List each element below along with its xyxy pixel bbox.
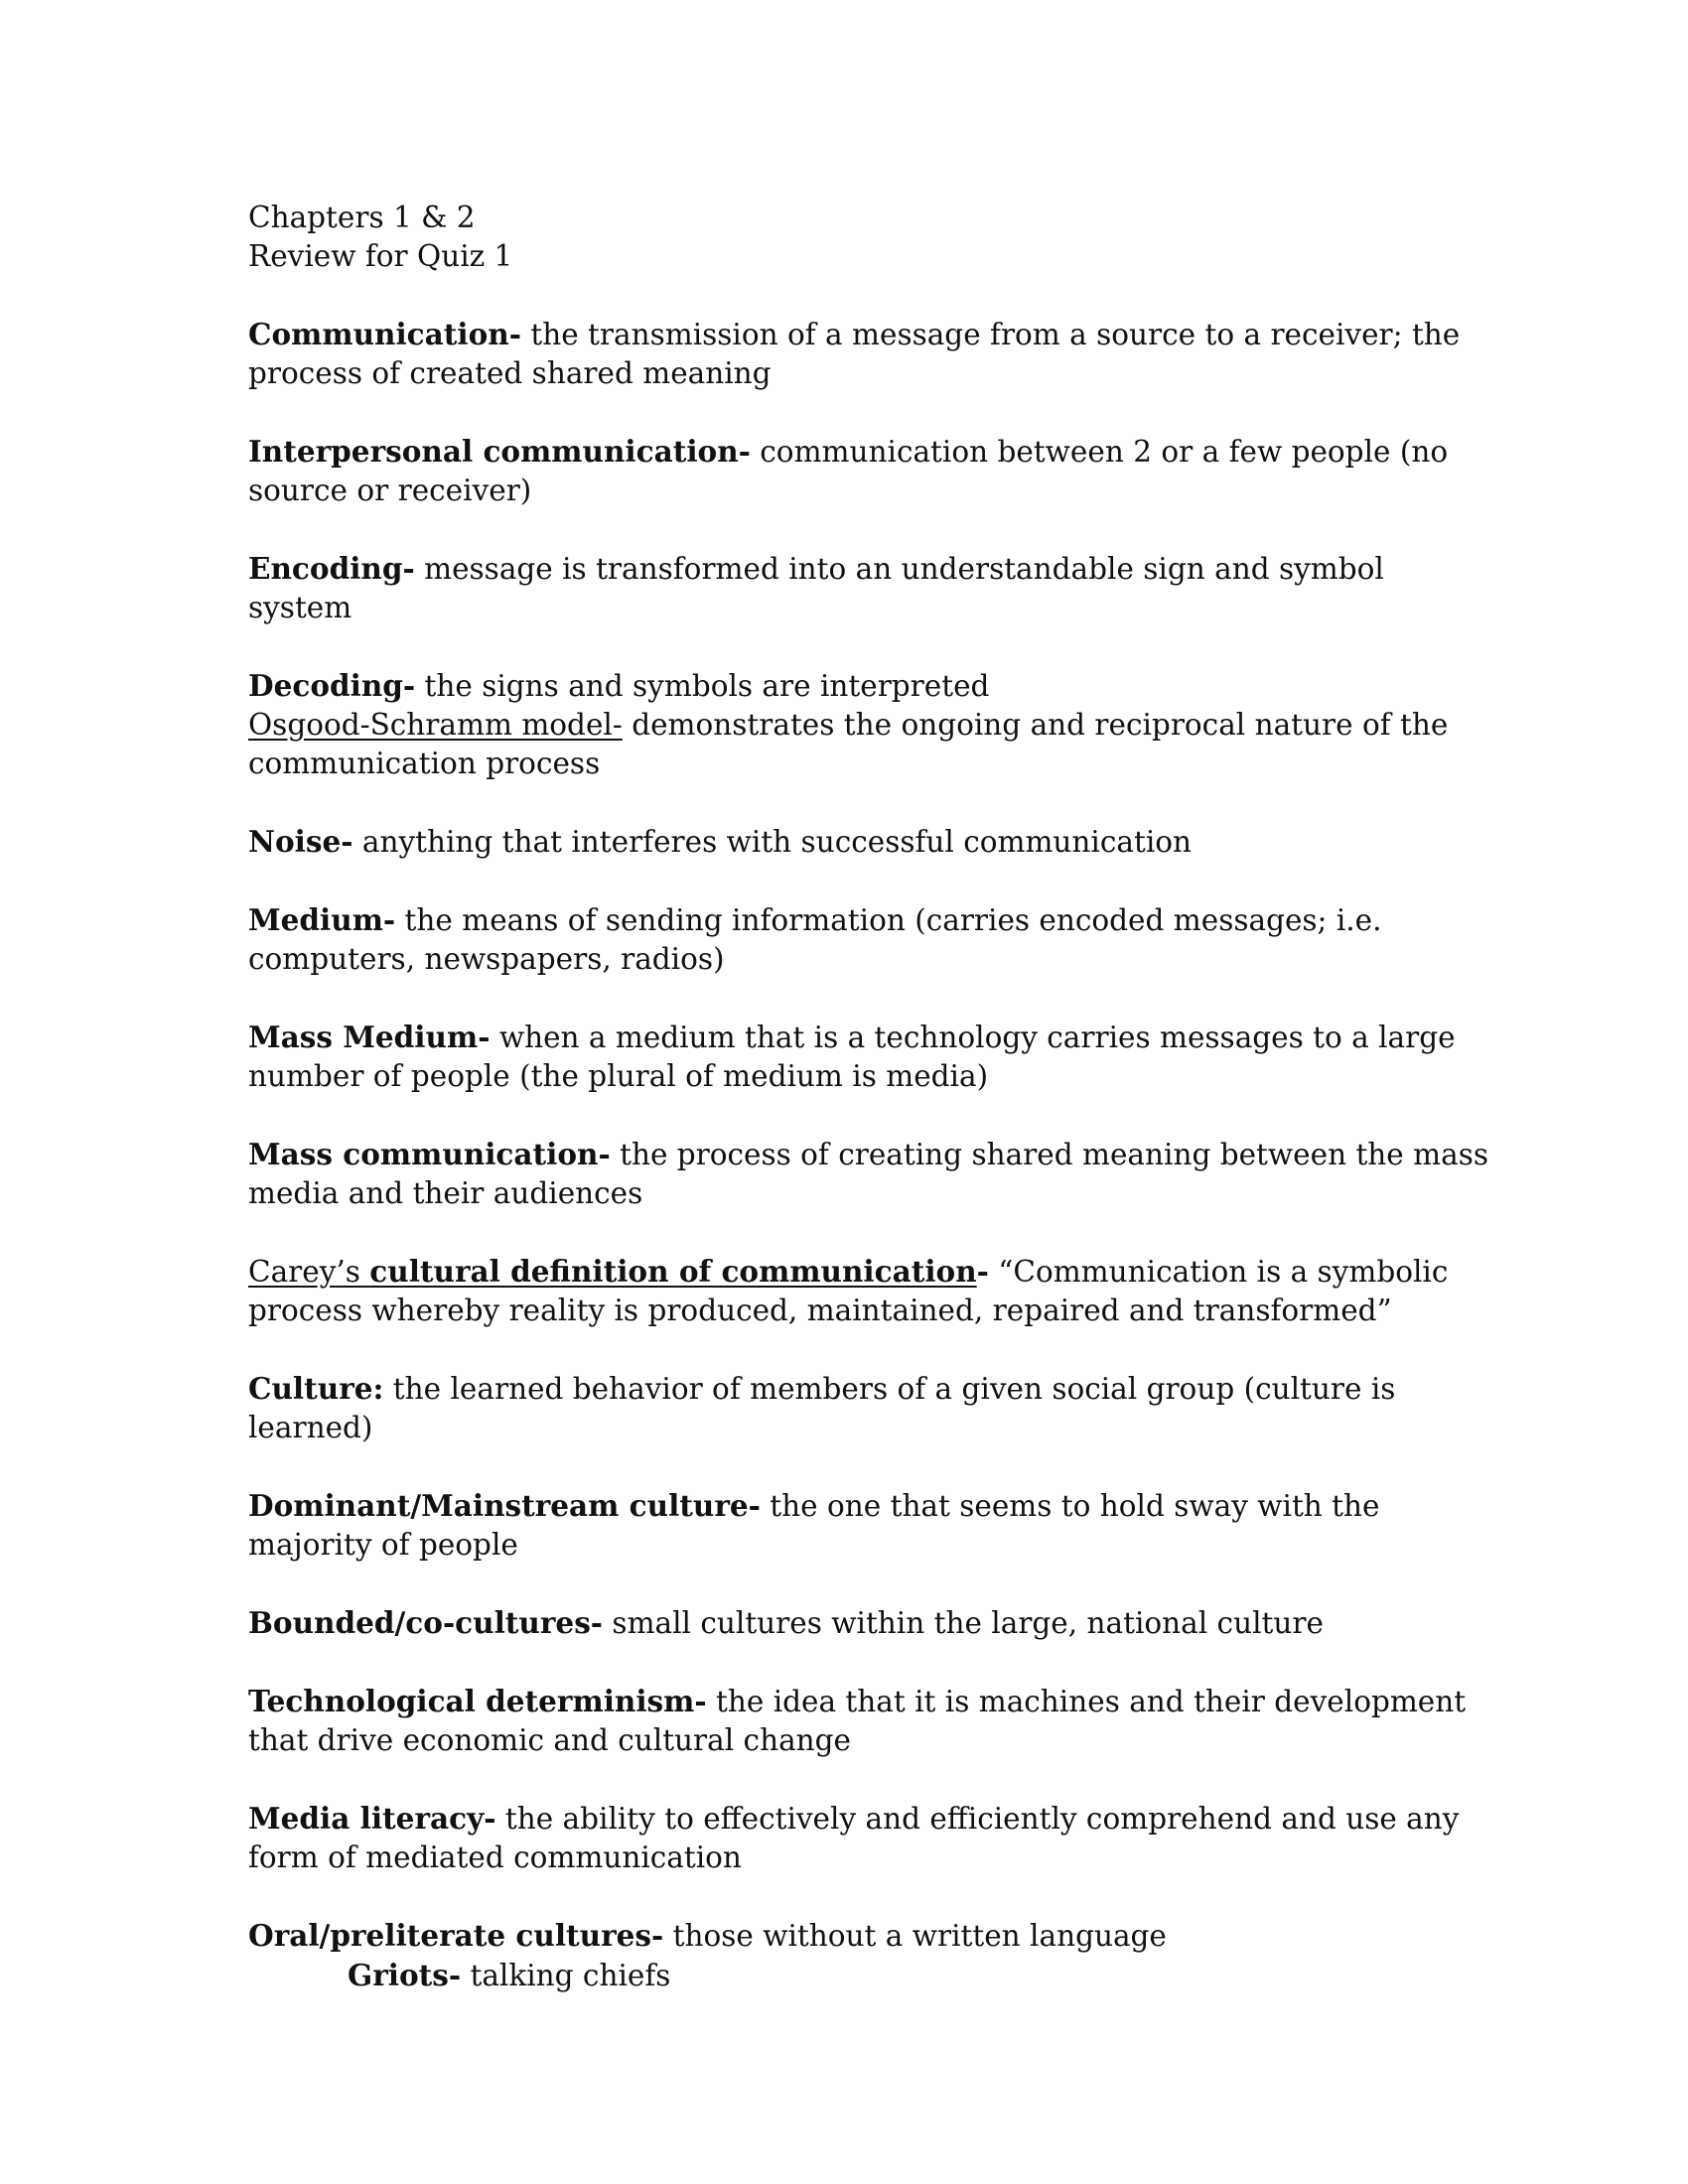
document-page [248,199,1489,1995]
glossary-definition: the ability to effectively and efficiently comprehend and use any form of mediated communication [248,1802,1460,1874]
glossary-entry-interpersonal-communication [248,432,1489,510]
glossary-entry-communication [248,315,1489,393]
glossary-entry-media-literacy [248,1799,1489,1877]
glossary-term: Decoding [248,668,403,703]
glossary-term: Technological determinism [248,1684,695,1718]
glossary-term: Griots [348,1958,449,1992]
glossary-entry-osgood-schramm-model [248,706,1489,783]
glossary-definition: those without a written language [663,1919,1167,1953]
glossary-term: Medium [248,902,383,937]
glossary-term: Osgood-Schramm model- [248,708,623,742]
term-prefix: Carey’s [248,1255,370,1289]
glossary-term: Mass communication [248,1137,599,1171]
glossary-entry-medium [248,900,1489,979]
glossary-term: Encoding [248,551,403,586]
glossary-term: cultural definition of communication [369,1254,977,1289]
term-separator: - [738,434,751,469]
term-separator: - [382,902,396,937]
glossary-definition: communication between 2 or a few people (no source or receiver) [248,435,1449,507]
glossary-definition: message is transformed into an understandable sign and symbol system [248,552,1384,624]
glossary-definition: demonstrates the ongoing and reciprocal nature of the communication process [248,708,1449,780]
glossary-definition: the process of creating shared meaning between the mass media and their audiences [248,1138,1488,1210]
glossary-term: Dominant/Mainstream culture [248,1488,749,1523]
review-heading: Review for Quiz 1 [248,239,513,273]
term-separator: - [651,1918,664,1953]
term-separator: - [341,824,353,859]
term-separator: - [508,317,521,351]
glossary-term: Oral/preliterate cultures [248,1918,652,1953]
term-separator: - [590,1605,604,1640]
term-separator: - [748,1488,761,1523]
glossary-definition: when a medium that is a technology carries messages to a large number of people (the plural of medium is media) [248,1021,1456,1093]
term-separator: - [976,1254,989,1289]
glossary-entry-decoding [248,666,1489,706]
glossary-definition: “Communication is a symbolic process whereby reality is produced, maintained, repaired and transformed” [248,1255,1449,1327]
glossary-entry-mass-communication [248,1135,1489,1213]
glossary-entry-culture [248,1369,1489,1447]
glossary-term: Noise [248,824,342,859]
glossary-definition: the learned behavior of members of a given social group (culture is learned) [248,1372,1396,1444]
glossary-definition: talking chiefs [461,1959,671,1992]
glossary-term: Bounded/co-cultures [248,1605,591,1640]
glossary-term: Media literacy [248,1801,485,1836]
term-separator: - [402,551,415,586]
glossary-definition: the signs and symbols are interpreted [415,669,990,703]
document-header [248,199,1489,276]
term-separator: - [694,1684,707,1718]
glossary-entry-technological-determinism [248,1682,1489,1760]
glossary-subentry-griots [248,1956,1489,1995]
glossary-entry-dominant-culture [248,1486,1489,1565]
term-separator: - [598,1137,611,1171]
glossary-term: Communication [248,317,509,351]
glossary-definition: the one that seems to hold sway with the majority of people [248,1489,1380,1562]
glossary-definition: the idea that it is machines and their development that drive economic and cultural change [248,1685,1467,1757]
glossary-definition: the transmission of a message from a source to a receiver; the process of created shared meaning [248,318,1461,390]
glossary-entry-cultural-definition [248,1252,1489,1330]
glossary-definition: small cultures within the large, national culture [603,1606,1324,1640]
glossary-entry-encoding [248,549,1489,627]
glossary-term: Interpersonal communication [248,434,739,469]
glossary-term: Culture: [248,1371,384,1406]
chapter-heading: Chapters 1 & 2 [248,201,476,234]
glossary-definition: the means of sending information (carries encoded messages; i.e. computers, newspapers, radios) [248,903,1382,976]
term-separator: - [478,1020,491,1054]
glossary-entry-noise [248,822,1489,862]
glossary-entry-bounded-co-cultures [248,1603,1489,1643]
glossary-entry-mass-medium [248,1018,1489,1096]
term-separator: - [402,668,416,703]
term-separator: - [448,1958,462,1992]
glossary-definition: anything that interferes with successful communication [352,825,1193,859]
glossary-entry-oral-preliterate-cultures [248,1916,1489,1956]
glossary-term: Mass Medium [248,1020,479,1054]
term-separator: - [484,1801,496,1836]
